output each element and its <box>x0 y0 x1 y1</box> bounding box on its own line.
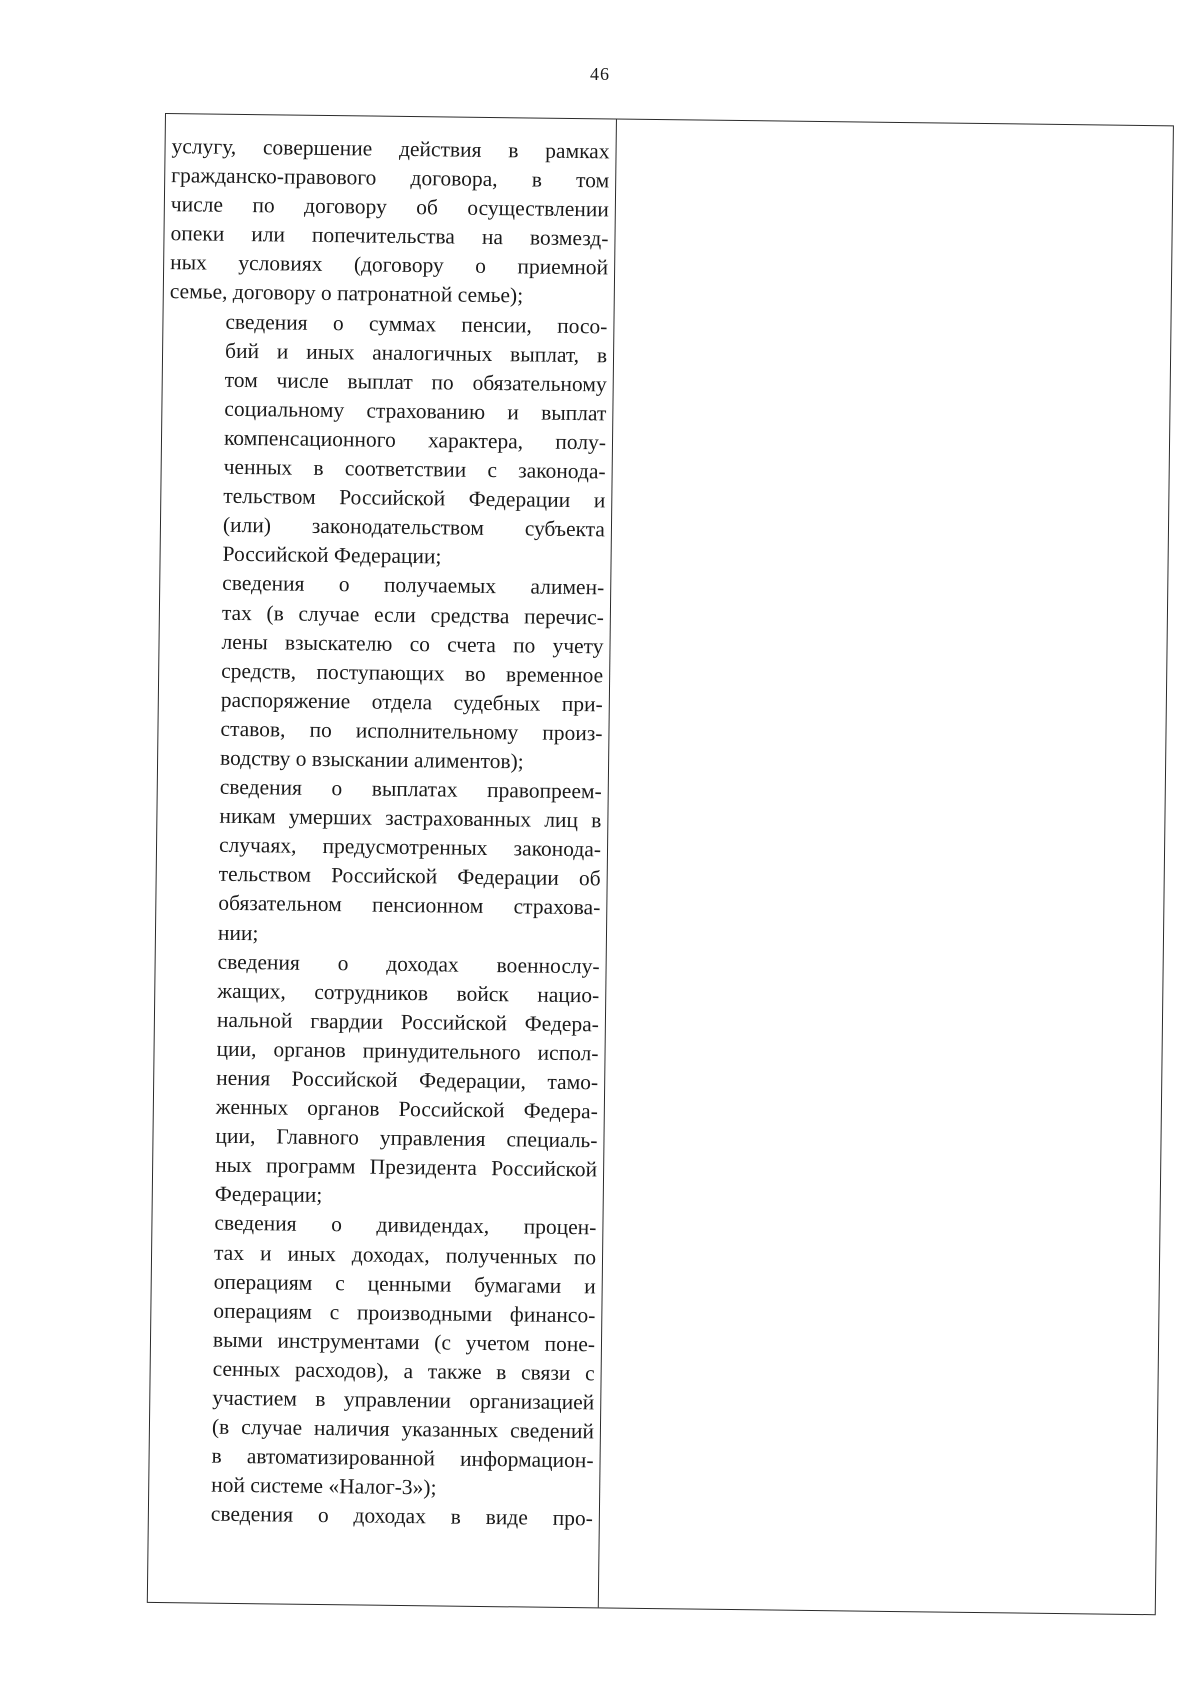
text-line: (или) законодательством субъекта <box>222 512 606 542</box>
text-line: тах (в случае если средства перечис- <box>221 600 605 629</box>
text-line: гражданско-правового договора, в том <box>171 163 610 193</box>
text-line: Федерации; <box>214 1182 323 1208</box>
text-line: семье, договору о патронатной семье); <box>169 279 524 308</box>
text-line: тельством Российской Федерации и <box>223 483 606 513</box>
text-line: бий и иных аналогичных выплат, в <box>224 338 608 368</box>
text-line: выми инструментами (с учетом поне- <box>212 1327 596 1357</box>
text-line: сенных расходов), а также в связи с <box>212 1356 595 1386</box>
table-left-column <box>148 114 617 1607</box>
text-line: ции, Главного управления специаль- <box>215 1123 598 1153</box>
page-number <box>0 64 1200 85</box>
text-line: нальной гвардии Российской Федера- <box>216 1007 600 1037</box>
text-line: ченных в соответствии с законода- <box>223 454 606 484</box>
paragraph-alimony <box>164 568 604 777</box>
table-right-column <box>599 120 1173 1615</box>
text-line: нии; <box>217 920 259 945</box>
paragraph-dividends <box>155 1208 597 1504</box>
text-line: тельством Российской Федерации об <box>218 862 601 891</box>
text-line: лены взыскателю со счета по учету <box>221 629 604 658</box>
text-line: сведения о получаемых алимен- <box>222 571 605 600</box>
text-line: компенсационного характера, полу- <box>223 425 607 455</box>
document-table <box>147 113 1174 1615</box>
text-line: сведения о доходах в виде про- <box>210 1502 594 1531</box>
text-line: водству о взыскании алиментов); <box>219 745 524 774</box>
text-line: операциям с производными финансо- <box>213 1298 596 1328</box>
text-line: обязательном пенсионном страхова- <box>218 891 601 920</box>
text-line: случаях, предусмотренных законода- <box>218 832 602 862</box>
paragraph-successor-payments <box>162 772 602 952</box>
text-line: ставов, по исполнительному произ- <box>220 716 603 746</box>
text-line: числе по договору об осуществлении <box>170 192 609 222</box>
paragraph-services-contract <box>170 132 610 312</box>
text-line: сведения о суммах пенсии, посо- <box>225 309 608 338</box>
text-line: женных органов Российской Федера- <box>215 1094 598 1124</box>
text-line: жащих, сотрудников войск нацио- <box>217 978 600 1008</box>
text-line: сведения о выплатах правопреем- <box>219 774 602 804</box>
text-line: ных программ Президента Российской <box>215 1152 598 1182</box>
text-line: никам умерших застрахованных лиц в <box>219 803 602 833</box>
text-line: ных условиях (договору о приемной <box>170 250 609 280</box>
paragraph-military-income <box>159 947 600 1214</box>
paragraph-pension-benefits <box>166 307 607 574</box>
text-line: Российской Федерации; <box>222 542 442 569</box>
text-line: опеки или попечительства на возмезд- <box>170 221 609 251</box>
text-line: ции, органов принудительного испол- <box>216 1036 599 1066</box>
paragraph-income-continued <box>155 1499 593 1533</box>
text-line: социальному страхованию и выплат <box>224 396 607 426</box>
text-line: участием в управлении организацией <box>212 1385 595 1415</box>
text-line: операциям с ценными бумагами и <box>213 1269 596 1299</box>
text-line: в автоматизированной информацион- <box>211 1443 594 1473</box>
text-line: том числе выплат по обязательному <box>224 367 607 397</box>
text-line: сведения о дивидендах, процен- <box>214 1211 597 1240</box>
text-line: (в случае наличия указанных сведений <box>211 1414 595 1444</box>
text-line: нения Российской Федерации, тамо- <box>216 1065 599 1095</box>
text-line: распоряжение отдела судебных при- <box>220 687 603 717</box>
text-line: средств, поступающих во временное <box>221 658 604 688</box>
text-line: тах и иных доходах, полученных по <box>213 1240 597 1269</box>
page-number-text: 46 <box>590 64 610 84</box>
text-line: услугу, совершение действия в рамках <box>171 134 610 164</box>
text-line: ной системе «Налог-3»); <box>211 1472 437 1500</box>
text-line: сведения о доходах военнослу- <box>217 949 600 978</box>
